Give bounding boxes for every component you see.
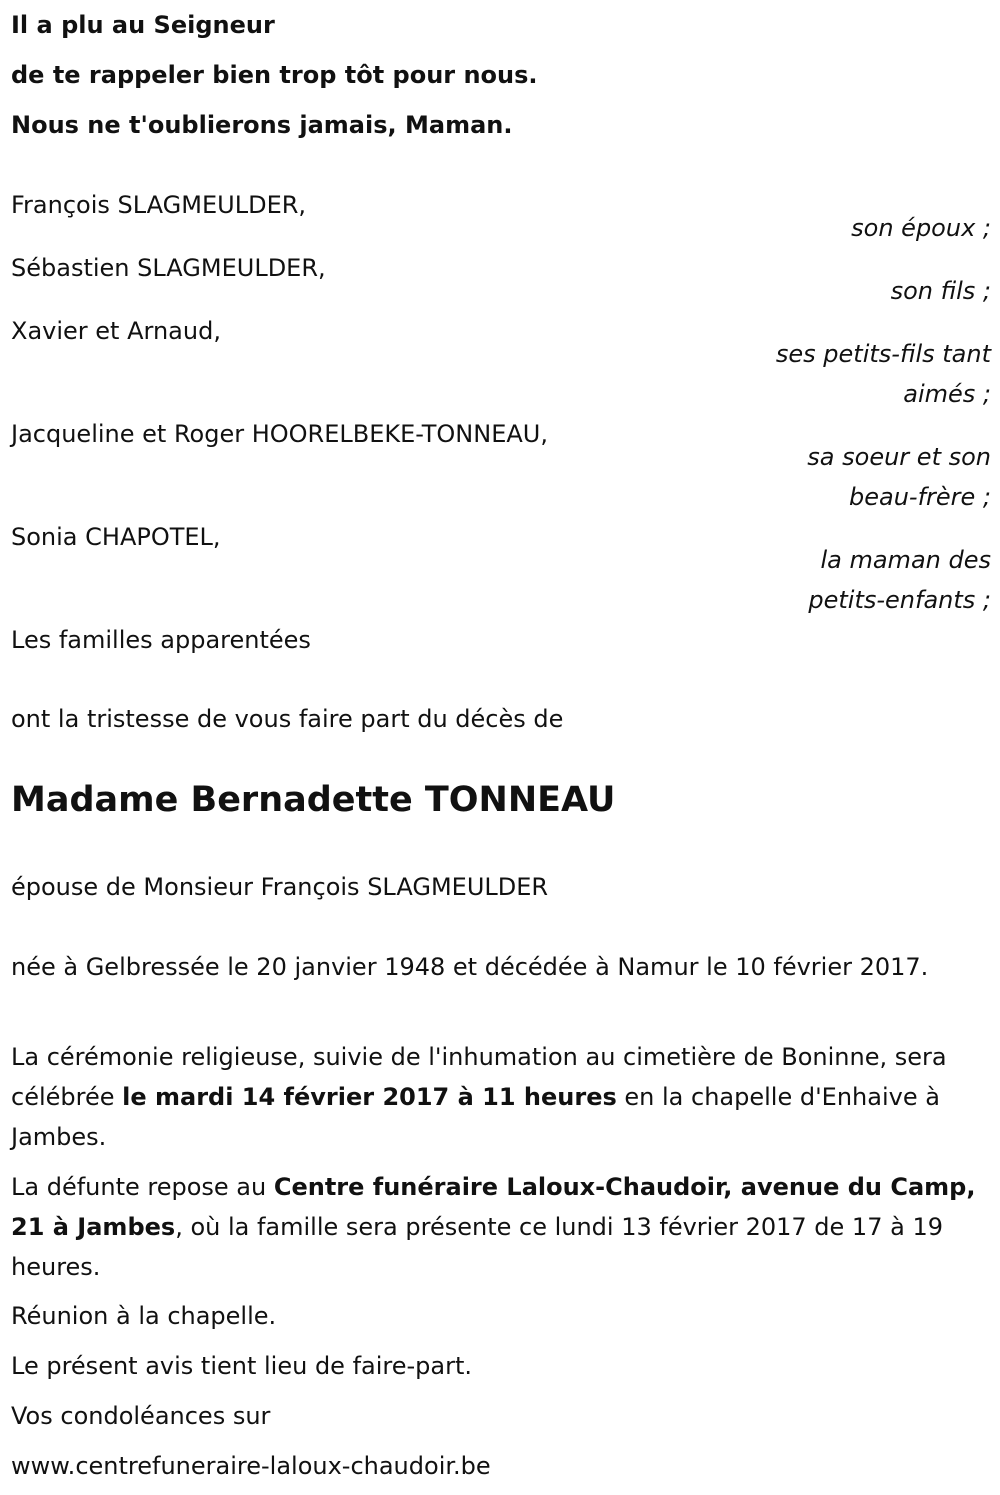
family-role-5b: petits-enfants ; [808, 586, 991, 614]
ceremony-text-before: La cérémonie religieuse, suivie de l'inhumation au cimetière de Boninne, sera célébrée [11, 1043, 947, 1111]
family-name-1: François SLAGMEULDER, [11, 191, 307, 219]
website-link[interactable]: www.centrefuneraire-laloux-chaudoir.be [11, 1452, 491, 1480]
family-role-5a: la maman des [820, 546, 991, 574]
family-role-2: son fils ; [890, 277, 991, 305]
spouse-line: épouse de Monsieur François SLAGMEULDER [11, 873, 549, 901]
family-role-3b: aimés ; [903, 380, 991, 408]
family-name-4: Jacqueline et Roger HOORELBEKE-TONNEAU, [11, 420, 548, 448]
family-role-3a: ses petits-fils tant [775, 340, 991, 368]
intro-line-2: de te rappeler bien trop tôt pour nous. [11, 61, 538, 89]
family-name-5: Sonia CHAPOTEL, [11, 523, 221, 551]
family-role-4a: sa soeur et son [807, 443, 991, 471]
meeting-line: Réunion à la chapelle. [11, 1302, 277, 1330]
deceased-name: Madame Bernadette TONNEAU [11, 780, 616, 820]
condolences-label: Vos condoléances sur [11, 1402, 271, 1430]
relatives-line: Les familles apparentées [11, 626, 311, 654]
family-role-1: son époux ; [851, 214, 991, 242]
repose-paragraph [11, 1167, 991, 1287]
family-name-2: Sébastien SLAGMEULDER, [11, 254, 326, 282]
ceremony-paragraph [11, 1037, 991, 1157]
family-name-3: Xavier et Arnaud, [11, 317, 221, 345]
announcement-line: ont la tristesse de vous faire part du décès de [11, 705, 564, 733]
repose-text-before: La défunte repose au [11, 1173, 274, 1201]
repose-text-after: , où la famille sera présente ce lundi 13 février 2017 de 17 à 19 heures. [11, 1213, 943, 1281]
ceremony-text-after: en la chapelle d'Enhaive à Jambes. [11, 1083, 940, 1151]
repose-location: Centre funéraire Laloux-Chaudoir, avenue du Camp, 21 à Jambes [11, 1173, 976, 1241]
intro-line-3: Nous ne t'oublierons jamais, Maman. [11, 111, 513, 139]
family-role-4b: beau-frère ; [848, 483, 991, 511]
birth-death-paragraph: née à Gelbressée le 20 janvier 1948 et décédée à Namur le 10 février 2017. [11, 953, 929, 981]
ceremony-date: le mardi 14 février 2017 à 11 heures [122, 1083, 617, 1111]
notice-line: Le présent avis tient lieu de faire-part. [11, 1352, 473, 1380]
intro-line-1: Il a plu au Seigneur [11, 11, 275, 39]
